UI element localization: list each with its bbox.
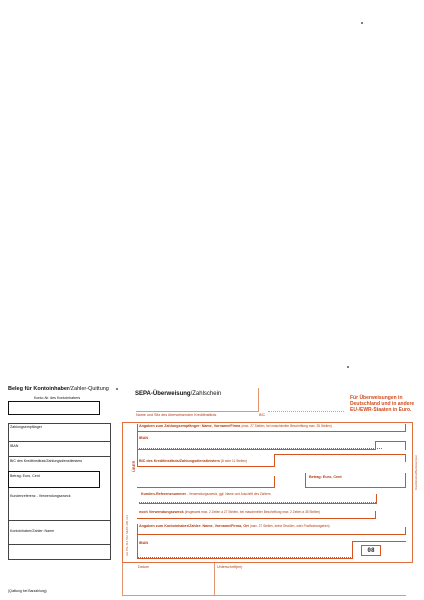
- receipt-panel: [8, 423, 111, 560]
- receipt-iban-label: IBAN: [10, 444, 19, 448]
- amount-field-edge: [405, 473, 406, 488]
- purpose-field-edge: [375, 511, 376, 519]
- page-mark-dot: [361, 22, 363, 24]
- date-signature-divider: [214, 563, 215, 596]
- receipt-divider: [8, 441, 111, 442]
- iban-label: IBAN: [139, 436, 149, 440]
- recipient-label: Angaben zum Zahlungsempfänger: Name, Vorname/Firma (max. 27 Stellen, bei maschineller Beschriftung max. 35 Stellen): [139, 424, 332, 428]
- receipt-bic-label: BIC des Kreditinstituts/Zahlungsdienstleisters: [10, 459, 83, 463]
- date-label: Datum: [138, 565, 149, 569]
- reference-field-edge: [376, 494, 377, 504]
- form-left-edge: [122, 563, 123, 596]
- receipt-konto-field[interactable]: [8, 401, 100, 415]
- form-side-brand: ÜBER: [131, 460, 136, 472]
- date-field-line[interactable]: [122, 595, 214, 596]
- amount-field-line[interactable]: [305, 487, 406, 488]
- bank-name-label: Name und Sitz des überweisenden Kreditinstituts: [136, 413, 217, 417]
- purpose-field-line[interactable]: [137, 518, 375, 519]
- bank-field-divider: [258, 388, 259, 412]
- receipt-divider: [8, 520, 111, 521]
- receipt-divider: [8, 456, 111, 457]
- payer-iban-label: IBAN: [139, 541, 149, 545]
- receipt-recipient-label: Zahlungsempfänger: [10, 425, 42, 429]
- signature-label: Unterschrift(en): [217, 565, 243, 569]
- signature-field-line[interactable]: [214, 595, 406, 596]
- form-code-field: 08: [361, 545, 381, 556]
- payer-field-line[interactable]: [137, 534, 406, 535]
- payer-iban-field-top: [352, 541, 406, 542]
- bic-comb: [268, 411, 344, 412]
- iban-field-edge: [375, 441, 376, 450]
- bic-field-edge: [405, 454, 406, 462]
- receipt-amount-label: Betrag: Euro, Cent: [10, 474, 40, 478]
- bic-label: BIC: [259, 413, 266, 417]
- payer-iban-field-edge: [352, 541, 353, 559]
- recipient-field-edge: [405, 424, 406, 432]
- bic-field-top: [274, 454, 406, 455]
- purpose-label: noch Verwendungszweck (insgesamt max. 2 Zeilen à 27 Stellen, bei maschineller Beschriftung max. 2 Zeilen à 35 Stellen): [139, 510, 321, 514]
- receipt-divider: [8, 544, 111, 545]
- amount-field-edge: [305, 473, 306, 487]
- payer-iban-field-line: [137, 558, 353, 559]
- form-info-text: Für Überweisungen in Deutschland und in andere EU-/EWR-Staaten in Euro.: [350, 395, 415, 413]
- page-mark-dot: [116, 388, 118, 390]
- form-side-bank-stamp: Kreditinstitut/Bankstempel: [414, 455, 418, 490]
- page-mark-dot: [347, 366, 349, 368]
- reference-field-line: [139, 503, 377, 504]
- receipt-reference-label: Kundenreferenz - Verwendungszweck: [10, 494, 71, 498]
- iban-field-top: [375, 441, 406, 442]
- payer-label: Angaben zum Kontoinhaber/Zahler: Name, Vorname/Firma, Ort (max. 27 Stellen, keine Straßen- oder Postfachangaben): [139, 524, 330, 528]
- receipt-konto-label: Konto-Nr. des Kontoinhabers: [34, 396, 81, 400]
- iban-field-line: [137, 449, 375, 450]
- amount-label: Betrag: Euro, Cent: [309, 475, 342, 479]
- receipt-footer: (Quittung bei Barzahlung): [8, 589, 47, 593]
- amount-field-line: [137, 487, 275, 488]
- reference-label: Kunden-Referenznummer - Verwendungszweck, ggf. Name und Anschrift des Zahlers: [141, 492, 271, 496]
- payer-iban-left-bracket: [137, 524, 138, 559]
- bank-field-underline: [136, 411, 258, 412]
- form-left-bracket: [137, 424, 138, 467]
- bic-full-label: BIC des Kreditinstituts/Zahlungsdienstleisters (8 oder 11 Stellen): [139, 459, 247, 463]
- recipient-field-line[interactable]: [137, 431, 406, 432]
- receipt-payer-label: Kontoinhaber/Zahler: Name: [10, 529, 55, 533]
- bic-field-line[interactable]: [137, 466, 274, 467]
- iban-field-edge: [405, 441, 406, 450]
- form-side-code: AH Pfe 113 512 SEPA 400 114: [125, 515, 129, 556]
- payer-field-edge: [405, 527, 406, 535]
- form-title: SEPA-Überweisung/Zahlschein: [135, 391, 222, 397]
- receipt-title: Beleg für Kontoinhaber/Zahler-Quittung: [8, 386, 109, 392]
- bic-field-edge: [274, 454, 275, 467]
- amount-divider: [274, 476, 275, 488]
